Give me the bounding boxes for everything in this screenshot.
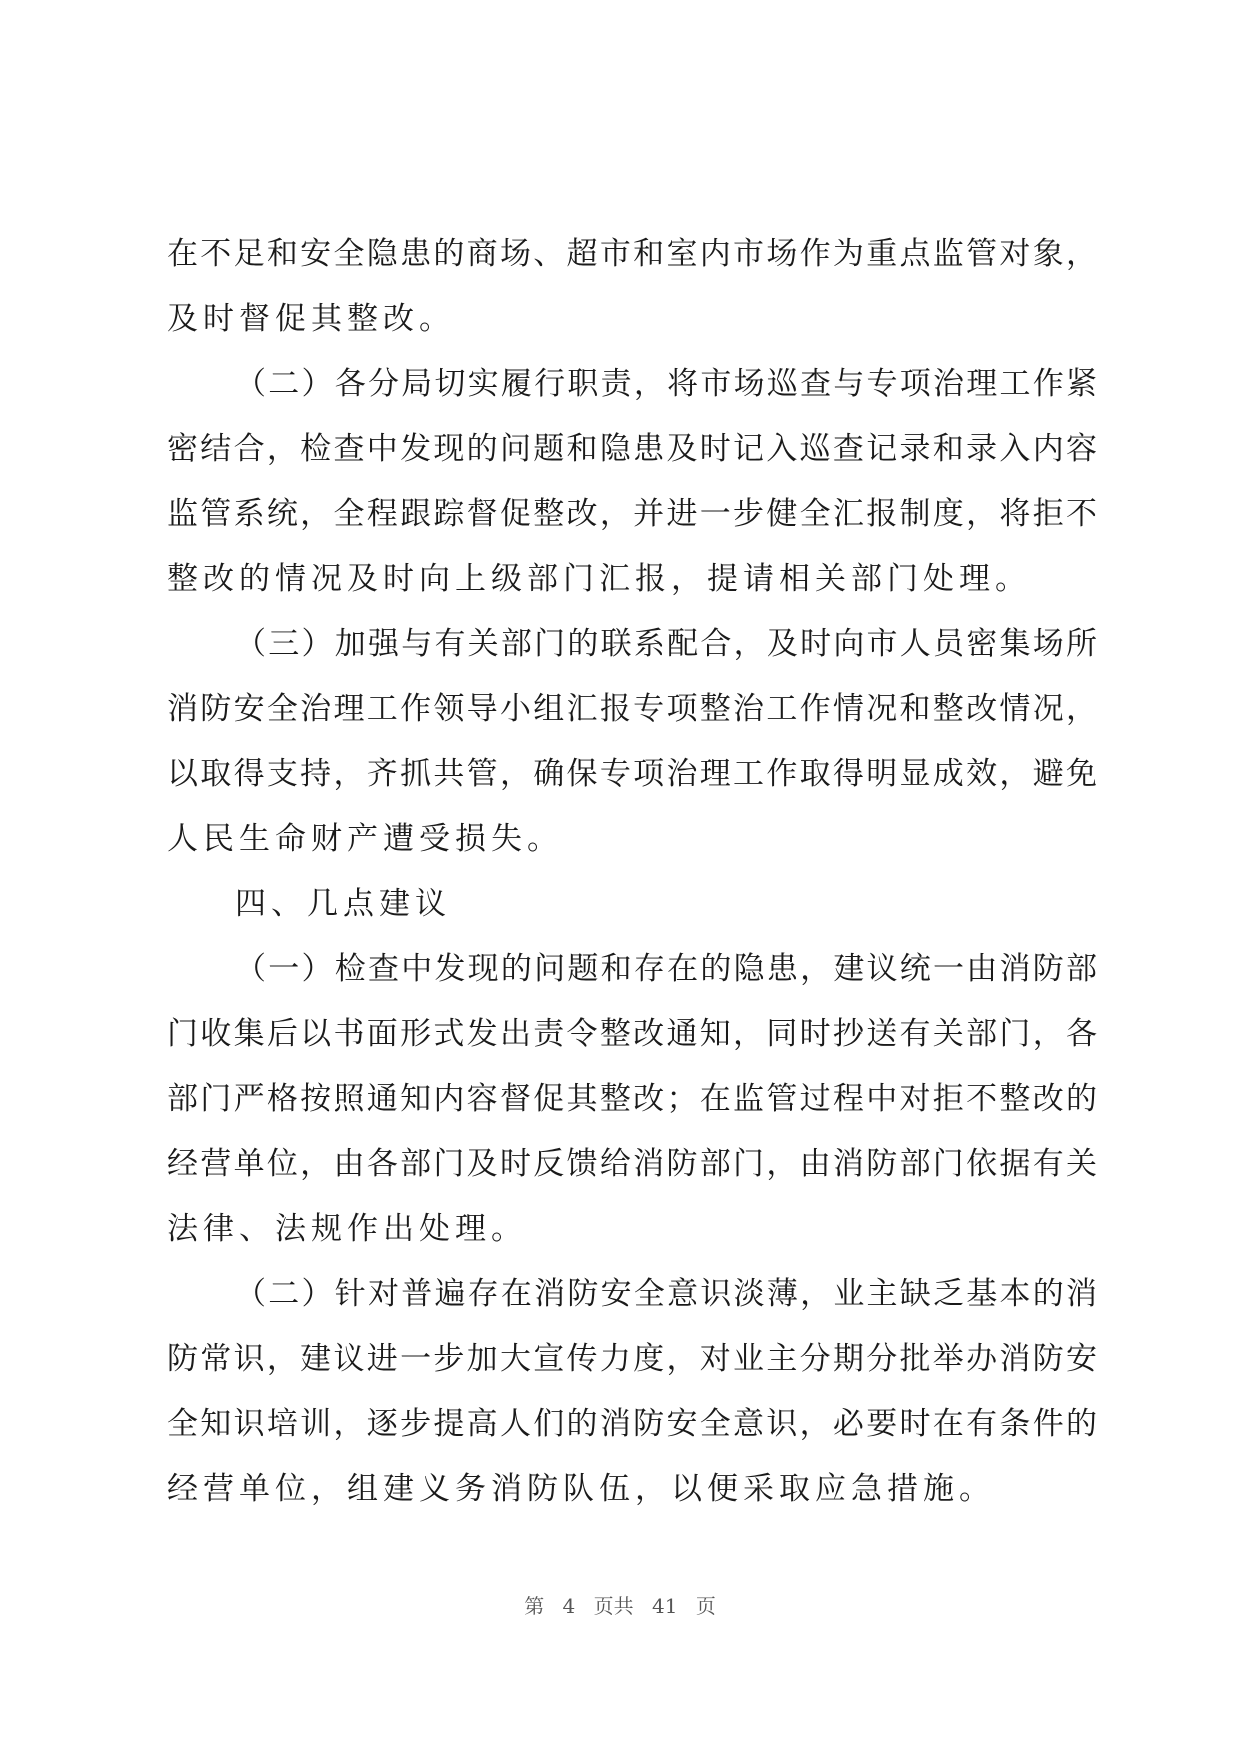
text-line-1: 在不足和安全隐患的商场、超市和室内市场作为重点监管对象， xyxy=(167,236,1097,272)
footer-current-page: 4 xyxy=(562,1594,576,1618)
text-line-2: 及时督促其整改。 xyxy=(167,301,455,337)
text-line-10: 人民生命财产遭受损失。 xyxy=(167,821,563,857)
text-line-8: 消防安全治理工作领导小组汇报专项整治工作情况和整改情况， xyxy=(167,691,1097,727)
text-line-16: 法律、法规作出处理。 xyxy=(167,1211,527,1247)
text-line-14: 部门严格按照通知内容督促其整改；在监管过程中对拒不整改的 xyxy=(167,1081,1097,1117)
text-line-18: 防常识，建议进一步加大宣传力度，对业主分期分批举办消防安 xyxy=(167,1341,1097,1377)
text-line-9: 以取得支持，齐抓共管，确保专项治理工作取得明显成效，避免 xyxy=(167,756,1097,792)
text-line-4: 密结合，检查中发现的问题和隐患及时记入巡查记录和录入内容 xyxy=(167,431,1097,467)
text-line-17: （二）针对普遍存在消防安全意识淡薄，业主缺乏基本的消 xyxy=(235,1276,1097,1312)
footer-prefix: 第 xyxy=(524,1594,545,1618)
section-heading: 四、几点建议 xyxy=(235,886,451,922)
text-line-3: （二）各分局切实履行职责，将市场巡查与专项治理工作紧 xyxy=(235,366,1097,402)
text-line-15: 经营单位，由各部门及时反馈给消防部门，由消防部门依据有关 xyxy=(167,1146,1097,1182)
footer-total-pages: 41 xyxy=(652,1594,678,1618)
text-line-6: 整改的情况及时向上级部门汇报，提请相关部门处理。 xyxy=(167,561,1031,597)
text-line-12: （一）检查中发现的问题和存在的隐患，建议统一由消防部 xyxy=(235,951,1097,987)
footer-suffix: 页 xyxy=(695,1594,716,1618)
document-body xyxy=(167,222,1097,1522)
text-line-20: 经营单位，组建义务消防队伍，以便采取应急措施。 xyxy=(167,1471,995,1507)
text-line-5: 监管系统，全程跟踪督促整改，并进一步健全汇报制度，将拒不 xyxy=(167,496,1097,532)
text-line-7: （三）加强与有关部门的联系配合，及时向市人员密集场所 xyxy=(235,626,1097,662)
text-line-13: 门收集后以书面形式发出责令整改通知，同时抄送有关部门，各 xyxy=(167,1016,1097,1052)
footer-mid: 页共 xyxy=(593,1594,634,1618)
text-line-19: 全知识培训，逐步提高人们的消防安全意识，必要时在有条件的 xyxy=(167,1406,1097,1442)
page-footer xyxy=(0,1590,1240,1619)
